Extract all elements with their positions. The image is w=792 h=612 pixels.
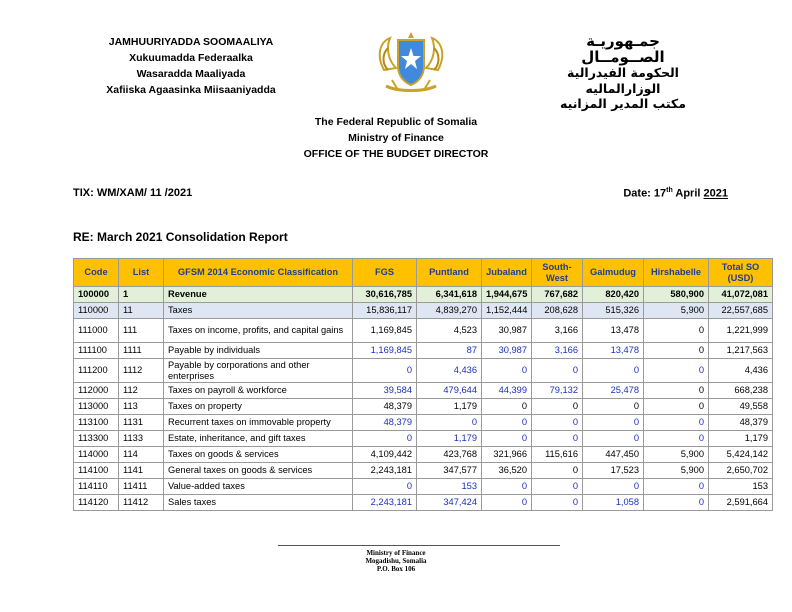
cell-hirshabelle: 5,900: [644, 303, 709, 319]
cell-list: 113: [119, 399, 164, 415]
cell-code: 114000: [74, 447, 119, 463]
cell-fgs: 0: [353, 431, 417, 447]
cell-hirshabelle: 0: [644, 399, 709, 415]
cell-total: 49,558: [709, 399, 773, 415]
cell-puntland: 0: [417, 415, 482, 431]
cell-hirshabelle: 0: [644, 431, 709, 447]
cell-list: 111: [119, 319, 164, 343]
cell-puntland: 347,577: [417, 463, 482, 479]
cell-jubaland: 30,987: [482, 319, 532, 343]
cell-total: 153: [709, 479, 773, 495]
cell-total: 1,221,999: [709, 319, 773, 343]
cell-jubaland: 321,966: [482, 447, 532, 463]
cell-fgs: 48,379: [353, 399, 417, 415]
cell-list: 1111: [119, 343, 164, 359]
cell-hirshabelle: 5,900: [644, 447, 709, 463]
cell-galmudug: 0: [583, 479, 644, 495]
letterhead-line: Xafiiska Agaasinka Miisaaniyadda: [106, 84, 276, 96]
table-row: [74, 431, 773, 447]
cell-total: 2,650,702: [709, 463, 773, 479]
cell-puntland: 1,179: [417, 431, 482, 447]
cell-desc: Revenue: [164, 287, 353, 303]
cell-fgs: 4,109,442: [353, 447, 417, 463]
table-row: [74, 399, 773, 415]
footer-line: P.O. Box 106: [376, 565, 416, 573]
cell-desc: Estate, inheritance, and gift taxes: [164, 431, 353, 447]
cell-list: 11411: [119, 479, 164, 495]
date-year: 2021: [703, 187, 728, 200]
cell-southwest: 208,628: [532, 303, 583, 319]
col-header: Code: [74, 259, 119, 287]
date-month: April: [672, 187, 704, 200]
cell-southwest: 3,166: [532, 343, 583, 359]
cell-galmudug: 1,058: [583, 495, 644, 511]
cell-hirshabelle: 0: [644, 319, 709, 343]
cell-southwest: 0: [532, 431, 583, 447]
cell-list: 11: [119, 303, 164, 319]
date-prefix: Date: 17: [623, 187, 667, 200]
cell-puntland: 4,839,270: [417, 303, 482, 319]
cell-fgs: 1,169,845: [353, 319, 417, 343]
table-row: [74, 415, 773, 431]
cell-galmudug: 17,523: [583, 463, 644, 479]
cell-southwest: 115,616: [532, 447, 583, 463]
cell-puntland: 87: [417, 343, 482, 359]
cell-desc: Sales taxes: [164, 495, 353, 511]
cell-list: 1133: [119, 431, 164, 447]
reference-number: TIX: WM/XAM/ 11 /2021: [73, 187, 193, 199]
letterhead-line: Wasaradda Maaliyada: [136, 68, 246, 80]
subject-line: RE: March 2021 Consolidation Report: [73, 230, 288, 244]
cell-code: 114110: [74, 479, 119, 495]
cell-jubaland: 44,399: [482, 383, 532, 399]
cell-jubaland: 0: [482, 495, 532, 511]
cell-jubaland: 0: [482, 479, 532, 495]
letterhead-line: الوزارالماليه: [585, 80, 661, 96]
cell-puntland: 4,436: [417, 359, 482, 383]
cell-galmudug: 447,450: [583, 447, 644, 463]
cell-desc: Payable by individuals: [164, 343, 353, 359]
cell-southwest: 3,166: [532, 319, 583, 343]
cell-jubaland: 1,152,444: [482, 303, 532, 319]
cell-fgs: 39,584: [353, 383, 417, 399]
cell-puntland: 153: [417, 479, 482, 495]
cell-desc: Value-added taxes: [164, 479, 353, 495]
document-date: [623, 187, 728, 200]
letterhead-line: OFFICE OF THE BUDGET DIRECTOR: [303, 148, 489, 160]
cell-jubaland: 36,520: [482, 463, 532, 479]
cell-southwest: 79,132: [532, 383, 583, 399]
cell-fgs: 15,836,117: [353, 303, 417, 319]
table-row: [74, 479, 773, 495]
cell-total: 1,179: [709, 431, 773, 447]
footer-divider: [278, 545, 560, 546]
cell-code: 114120: [74, 495, 119, 511]
cell-fgs: 0: [353, 479, 417, 495]
cell-fgs: 0: [353, 359, 417, 383]
cell-desc: Taxes on property: [164, 399, 353, 415]
cell-southwest: 0: [532, 399, 583, 415]
letterhead-line: Ministry of Finance: [348, 132, 444, 144]
cell-list: 1131: [119, 415, 164, 431]
letterhead-arabic: [548, 34, 698, 112]
col-header: List: [119, 259, 164, 287]
cell-jubaland: 0: [482, 431, 532, 447]
cell-total: 1,217,563: [709, 343, 773, 359]
table-row: [74, 359, 773, 383]
letterhead-line: مكتب المدير المزانيه: [560, 96, 686, 111]
col-header: Puntland: [417, 259, 482, 287]
cell-jubaland: 0: [482, 415, 532, 431]
cell-galmudug: 13,478: [583, 343, 644, 359]
cell-southwest: 0: [532, 495, 583, 511]
cell-desc: Taxes on payroll & workforce: [164, 383, 353, 399]
cell-total: 5,424,142: [709, 447, 773, 463]
cell-desc: Recurrent taxes on immovable property: [164, 415, 353, 431]
cell-total: 668,238: [709, 383, 773, 399]
cell-jubaland: 0: [482, 399, 532, 415]
letterhead-english: [0, 114, 792, 162]
cell-galmudug: 25,478: [583, 383, 644, 399]
cell-list: 114: [119, 447, 164, 463]
cell-fgs: 2,243,181: [353, 463, 417, 479]
cell-jubaland: 30,987: [482, 343, 532, 359]
cell-galmudug: 0: [583, 415, 644, 431]
cell-code: 110000: [74, 303, 119, 319]
cell-galmudug: 0: [583, 399, 644, 415]
table-row: [74, 343, 773, 359]
cell-southwest: 0: [532, 359, 583, 383]
cell-puntland: 4,523: [417, 319, 482, 343]
cell-jubaland: 0: [482, 359, 532, 383]
cell-code: 113000: [74, 399, 119, 415]
cell-hirshabelle: 0: [644, 359, 709, 383]
cell-hirshabelle: 0: [644, 343, 709, 359]
cell-galmudug: 515,326: [583, 303, 644, 319]
cell-code: 111100: [74, 343, 119, 359]
cell-hirshabelle: 5,900: [644, 463, 709, 479]
cell-list: 112: [119, 383, 164, 399]
table-row: [74, 463, 773, 479]
footer-line: Mogadishu, Somalia: [365, 557, 427, 565]
cell-code: 113100: [74, 415, 119, 431]
cell-hirshabelle: 0: [644, 495, 709, 511]
footer-address: [0, 549, 792, 573]
cell-desc: Payable by corporations and other enterprises: [164, 359, 353, 383]
table-row: [74, 287, 773, 303]
letterhead-line: The Federal Republic of Somalia: [314, 116, 478, 128]
letterhead-line: JAMHUURIYADDA SOOMAALIYA: [108, 36, 274, 48]
cell-hirshabelle: 580,900: [644, 287, 709, 303]
cell-puntland: 347,424: [417, 495, 482, 511]
cell-code: 111000: [74, 319, 119, 343]
col-header: Total SO (USD): [709, 259, 773, 287]
table-row: [74, 383, 773, 399]
cell-puntland: 423,768: [417, 447, 482, 463]
consolidation-table: [73, 258, 773, 511]
cell-hirshabelle: 0: [644, 415, 709, 431]
cell-hirshabelle: 0: [644, 479, 709, 495]
cell-southwest: 767,682: [532, 287, 583, 303]
cell-puntland: 1,179: [417, 399, 482, 415]
cell-desc: Taxes: [164, 303, 353, 319]
cell-list: 1141: [119, 463, 164, 479]
table-header-row: [74, 259, 773, 287]
col-header: Galmudug: [583, 259, 644, 287]
col-header: South-West: [532, 259, 583, 287]
table-row: [74, 319, 773, 343]
cell-jubaland: 1,944,675: [482, 287, 532, 303]
cell-total: 41,072,081: [709, 287, 773, 303]
cell-fgs: 1,169,845: [353, 343, 417, 359]
cell-desc: General taxes on goods & services: [164, 463, 353, 479]
cell-fgs: 48,379: [353, 415, 417, 431]
cell-desc: Taxes on goods & services: [164, 447, 353, 463]
footer-line: Ministry of Finance: [366, 549, 426, 557]
table-row: [74, 447, 773, 463]
cell-southwest: 0: [532, 415, 583, 431]
table-row: [74, 495, 773, 511]
letterhead-line: Xukuumadda Federaalka: [129, 52, 253, 64]
letterhead-somali: [96, 34, 286, 98]
cell-fgs: 30,616,785: [353, 287, 417, 303]
cell-total: 22,557,685: [709, 303, 773, 319]
col-header: FGS: [353, 259, 417, 287]
cell-total: 2,591,664: [709, 495, 773, 511]
col-header: Hirshabelle: [644, 259, 709, 287]
cell-code: 114100: [74, 463, 119, 479]
cell-galmudug: 0: [583, 359, 644, 383]
cell-fgs: 2,243,181: [353, 495, 417, 511]
cell-total: 4,436: [709, 359, 773, 383]
cell-code: 113300: [74, 431, 119, 447]
cell-code: 112000: [74, 383, 119, 399]
date-suffix: th: [666, 187, 673, 194]
cell-desc: Taxes on income, profits, and capital gains: [164, 319, 353, 343]
cell-southwest: 0: [532, 463, 583, 479]
cell-galmudug: 13,478: [583, 319, 644, 343]
cell-puntland: 6,341,618: [417, 287, 482, 303]
table-row: [74, 303, 773, 319]
cell-list: 11412: [119, 495, 164, 511]
somalia-coat-of-arms-emblem: [374, 30, 448, 100]
cell-galmudug: 0: [583, 431, 644, 447]
cell-list: 1: [119, 287, 164, 303]
cell-puntland: 479,644: [417, 383, 482, 399]
cell-total: 48,379: [709, 415, 773, 431]
letterhead-line: الحكومة الفيدرالية: [567, 65, 679, 80]
letterhead-line: جمـهوريـة الصــومــال: [581, 32, 665, 66]
cell-code: 111200: [74, 359, 119, 383]
cell-hirshabelle: 0: [644, 383, 709, 399]
cell-galmudug: 820,420: [583, 287, 644, 303]
col-header: GFSM 2014 Economic Classification: [164, 259, 353, 287]
col-header: Jubaland: [482, 259, 532, 287]
cell-southwest: 0: [532, 479, 583, 495]
cell-code: 100000: [74, 287, 119, 303]
cell-list: 1112: [119, 359, 164, 383]
